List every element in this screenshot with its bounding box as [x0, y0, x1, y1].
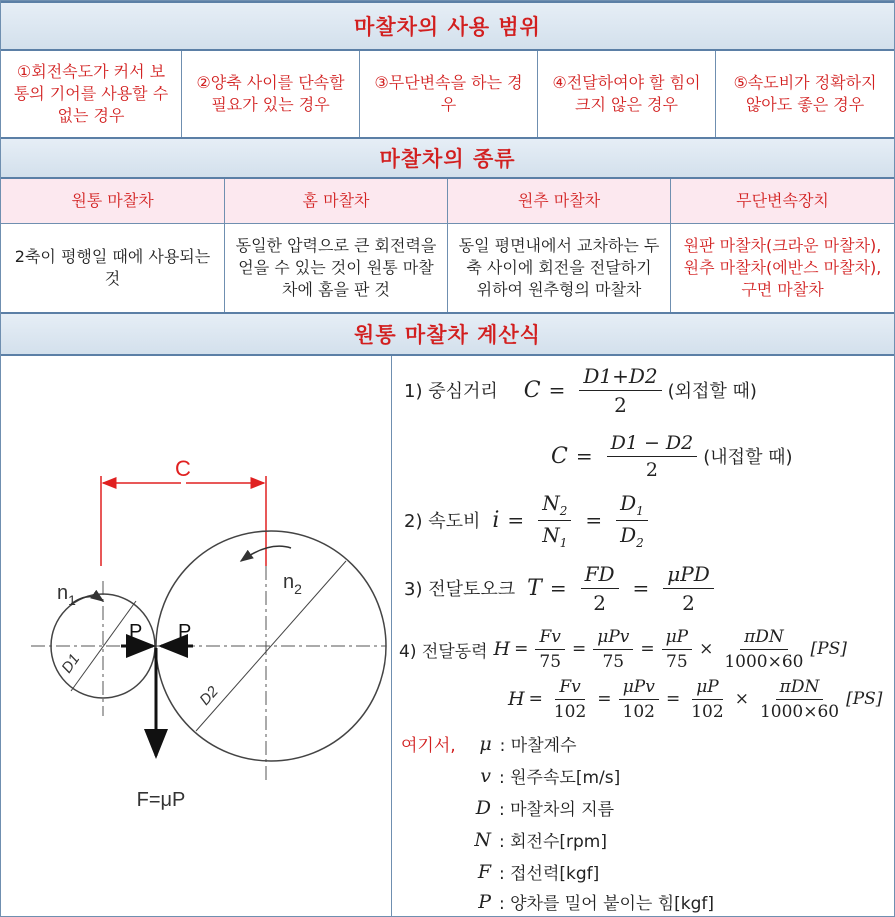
- legend-text-p: : 양차를 밀어 붙이는 힘[kgf]: [499, 894, 715, 914]
- legend-row-d: [463, 795, 614, 820]
- type-header-grooved: 홈 마찰차: [225, 179, 448, 223]
- range-item-3: ③무단변속을 하는 경우: [360, 51, 538, 137]
- type-header-cylindrical: 원통 마찰차: [1, 179, 225, 223]
- range-item-2: ②양축 사이를 단속할 필요가 있는 경우: [182, 51, 360, 137]
- legend-intro-row: [401, 731, 577, 756]
- legend-text-n: : 회전수[rpm]: [499, 832, 608, 852]
- formula-power-102: H = $\frac{Fv}{102}$ = $\frac{\text{μPv}}{102}$ = $\frac{\mu P}{102}$ × $\frac{\text{πDN}}{1000\times 60}$ [PS]: [508, 676, 883, 722]
- label-d2: D2: [196, 683, 222, 709]
- legend-symbol-d: D: [475, 796, 491, 819]
- label-n1: $n_1$: [57, 582, 76, 608]
- formula-center-distance-outer: 1) 중심거리 C = $\frac{D1+D2}{2}$ (외접할 때): [404, 363, 757, 417]
- formula-1-inner-note: (내접할 때): [703, 447, 793, 468]
- legend-text-d: : 마찰차의 지름: [499, 800, 615, 820]
- label-d1: D1: [58, 650, 84, 677]
- legend-symbol-p: P: [478, 890, 491, 913]
- formula-1-outer-fraction: $\frac{D1+D2}{2}$: [579, 364, 661, 417]
- legend-symbol-mu: μ: [479, 732, 492, 755]
- legend-row-p: [463, 889, 714, 914]
- formula-1-outer-note: (외접할 때): [667, 381, 757, 402]
- range-section-title: 마찰차의 사용 범위: [1, 1, 894, 51]
- legend-row-f: [463, 859, 599, 884]
- legend-row-n: [463, 827, 607, 852]
- friction-wheel-diagram: [1, 356, 391, 916]
- calc-divider: [391, 356, 392, 916]
- formula-torque: 3) 전달토오크 T = $\frac{FD}{2}$ = $\frac{\text{μPD}}{2}$: [404, 557, 720, 619]
- formula-power-75: 4) 전달동력 H = $\frac{Fv}{75}$ = $\frac{\text{μPv}}{75}$ = $\frac{\mu P}{75}$ × $\frac{\text{πDN}}{1000\times 60}$ [PS]: [399, 626, 847, 672]
- legend-row-v: [463, 763, 620, 788]
- label-p-right: P: [178, 621, 192, 643]
- formula-1-label: 1) 중심거리: [404, 381, 498, 402]
- formula-center-distance-inner: C = $\frac{D1 - D2}{2}$ (내접할 때): [551, 431, 793, 481]
- range-item-1: ①회전속도가 커서 보통의 기어를 사용할 수 없는 경우: [1, 51, 182, 137]
- label-n2: $n_2$: [283, 571, 302, 597]
- legend-intro: 여기서,: [401, 736, 456, 756]
- type-desc-conical: 동일 평면내에서 교차하는 두축 사이에 회전을 전달하기 위하여 원추형의 마찰차: [448, 224, 671, 312]
- legend-text-mu: : 마찰계수: [499, 736, 577, 756]
- range-row: [1, 51, 894, 137]
- formula-2-label: 2) 속도비: [404, 511, 481, 532]
- type-desc-cvt: 원판 마찰차(크라운 마찰차), 원추 마찰차(에반스 마찰차), 구면 마찰차: [683, 236, 882, 299]
- label-f: F=μP: [136, 789, 186, 811]
- legend-text-f: : 접선력[kgf]: [499, 864, 600, 884]
- type-desc-cylindrical: 2축이 평행일 때에 사용되는 것: [1, 224, 225, 312]
- legend-symbol-f: F: [477, 860, 491, 883]
- legend-text-v: : 원주속도[m/s]: [499, 768, 621, 788]
- type-desc-grooved: 동일한 압력으로 큰 회전력을 얻을 수 있는 것이 원통 마찰차에 홈을 판 것: [225, 224, 448, 312]
- type-header-conical: 원추 마찰차: [448, 179, 671, 223]
- types-desc-row: [1, 224, 894, 312]
- formula-speed-ratio: 2) 속도비 i = $\frac{N_2}{N_1}$ = $\frac{D_1}{D_2}$: [404, 489, 654, 551]
- formula-4-label: 4) 전달동력: [399, 641, 488, 662]
- label-p-left: P: [129, 621, 143, 643]
- formula-3-label: 3) 전달토오크: [404, 579, 516, 600]
- label-c: C: [175, 456, 191, 481]
- types-header-row: [1, 179, 894, 223]
- types-section-title: 마찰차의 종류: [1, 137, 894, 179]
- type-header-cvt: 무단변속장치: [671, 179, 894, 223]
- legend-symbol-v: v: [480, 764, 491, 787]
- formula-1-inner-fraction: $\frac{D1 - D2}{2}$: [607, 432, 698, 481]
- legend-symbol-n: N: [474, 828, 491, 851]
- range-item-4: ④전달하여야 할 힘이 크지 않은 경우: [538, 51, 716, 137]
- calc-section-title: 원통 마찰차 계산식: [1, 312, 894, 356]
- range-item-5: ⑤속도비가 정확하지 않아도 좋은 경우: [733, 73, 877, 114]
